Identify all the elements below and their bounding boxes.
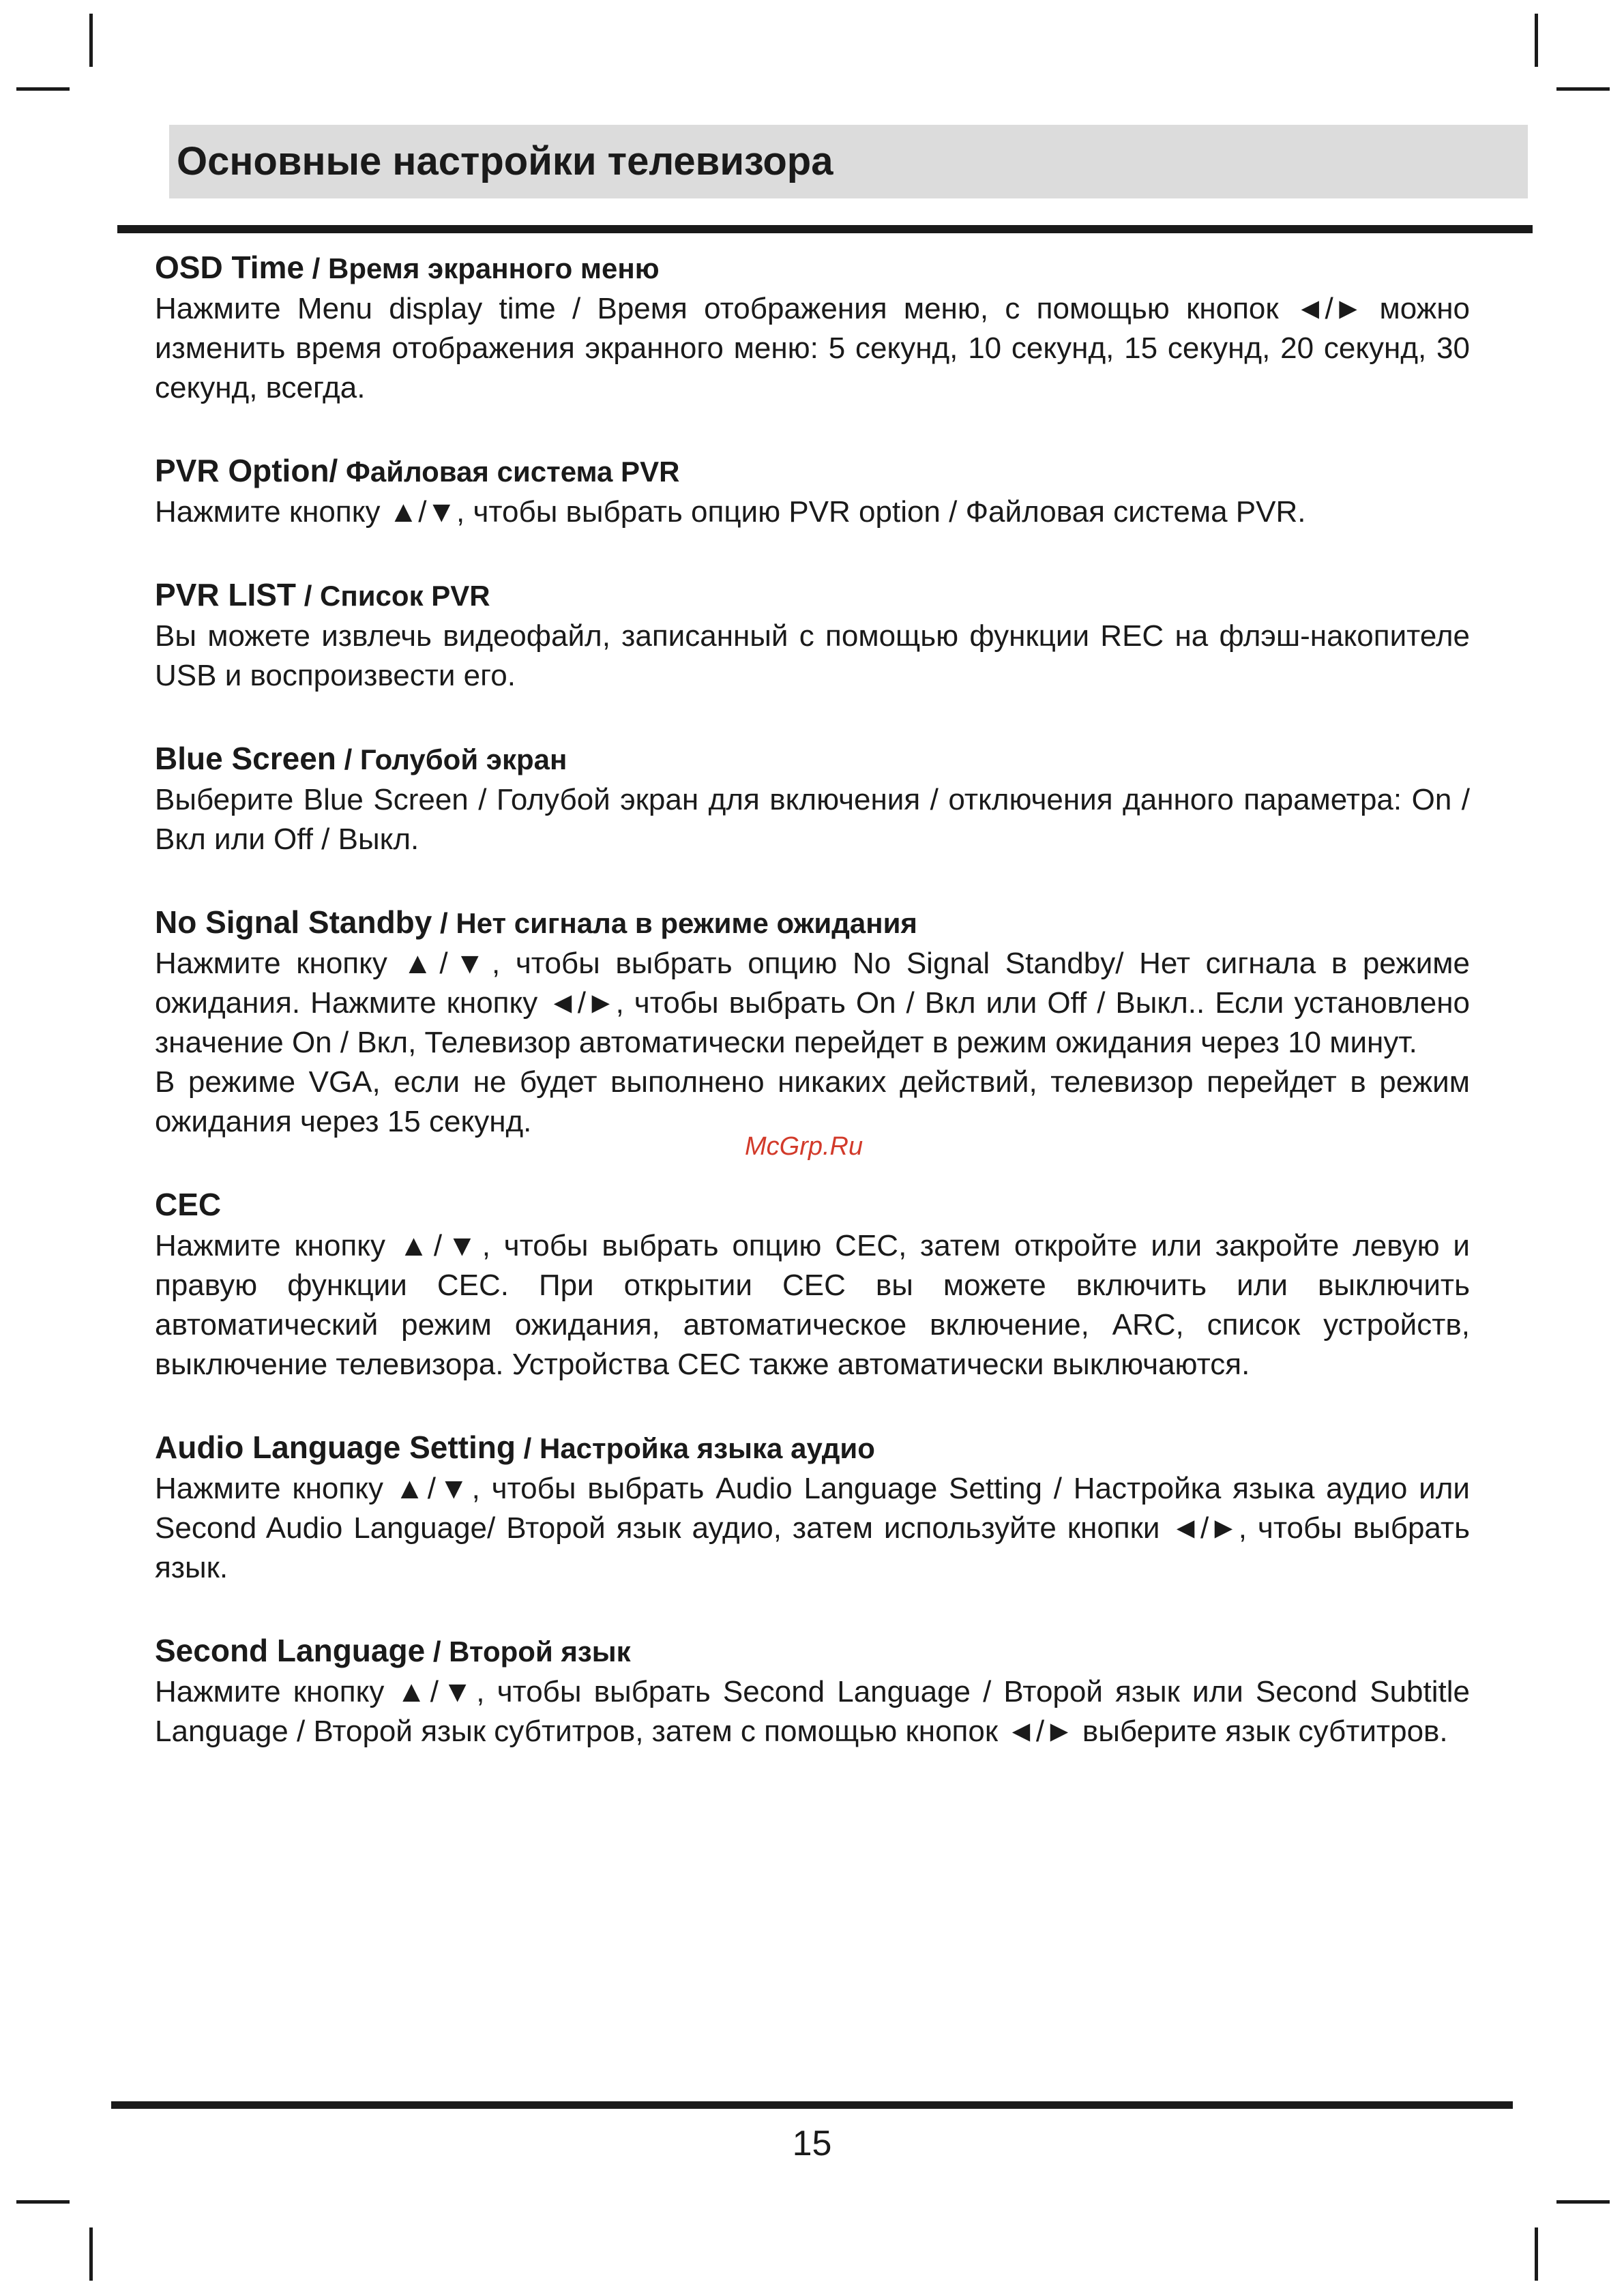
page-title-band [169, 125, 1528, 198]
page-content [155, 247, 1470, 1794]
crop-mark-bottom-right-vertical [1535, 2227, 1538, 2281]
section-heading [155, 1630, 1470, 1672]
section-heading [155, 247, 1470, 289]
section-heading-ru: / Второй язык [425, 1635, 631, 1668]
section-heading-en: CEC [155, 1187, 222, 1222]
header-rule [117, 225, 1533, 233]
section-paragraph: Вы можете извлечь видеофайл, записанный с помощью функции REC на флэш-накопителе USB и воспроизвести его. [155, 619, 1470, 692]
section-paragraph: Нажмите кнопку ▲/▼, чтобы выбрать опцию CEC, затем откройте или закройте левую и правую функции CEC. При открытии CEC вы можете включить или выключить автоматический режим ожидания, автоматическое включение, ARC, список устройств, выключение телевизора. Устройства CEC также автоматически выключаются. [155, 1229, 1470, 1381]
watermark: McGrp.Ru [745, 1132, 863, 1161]
crop-mark-bottom-right-horizontal [1556, 2200, 1610, 2204]
section [155, 450, 1470, 532]
section [155, 738, 1470, 859]
crop-mark-bottom-left-horizontal [16, 2200, 70, 2204]
section-heading-en: Blue Screen [155, 741, 336, 776]
section-heading [155, 902, 1470, 944]
crop-mark-top-left-horizontal [16, 87, 70, 91]
section [155, 1184, 1470, 1385]
section-heading [155, 450, 1470, 492]
crop-mark-bottom-left-vertical [89, 2227, 93, 2281]
section-paragraph: Нажмите кнопку ▲/▼, чтобы выбрать опцию PVR option / Файловая система PVR. [155, 495, 1306, 529]
section [155, 1630, 1470, 1751]
page-number: 15 [792, 2124, 832, 2163]
section [155, 902, 1470, 1142]
section-heading-en: PVR Option/ [155, 453, 338, 488]
section-paragraph: Нажмите кнопку ▲/▼, чтобы выбрать Audio Language Setting / Настройка языка аудио или Second Audio Language/ Второй язык аудио, затем используйте кнопки ◄/►, чтобы выбрать язык. [155, 1472, 1470, 1584]
section [155, 574, 1470, 696]
section-heading-en: Second Language [155, 1633, 426, 1668]
page-title: Основные настройки телевизора [177, 139, 833, 183]
footer-rule [111, 2101, 1513, 2109]
section-heading-ru: / Нет сигнала в режиме ожидания [432, 907, 917, 939]
section-heading-en: Audio Language Setting [155, 1430, 516, 1465]
section-heading [155, 574, 1470, 617]
section-heading-ru: / Настройка языка аудио [515, 1432, 875, 1464]
section-paragraph: Нажмите Menu display time / Время отображения меню, с помощью кнопок ◄/► можно изменить время отображения экранного меню: 5 секунд, 10 секунд, 15 секунд, 20 секунд, 30 секунд, всегда. [155, 292, 1470, 404]
section-paragraph: Выберите Blue Screen / Голубой экран для включения / отключения данного параметра: On / Вкл или Off / Выкл. [155, 783, 1470, 856]
section-heading-ru: / Список PVR [296, 580, 490, 612]
crop-mark-top-right-horizontal [1556, 87, 1610, 91]
section-heading-ru: / Время экранного меню [304, 252, 660, 284]
section-paragraph: В режиме VGA, если не будет выполнено никаких действий, телевизор перейдет в режим ожидания через 15 секунд. [155, 1065, 1470, 1138]
section-heading-en: OSD Time [155, 250, 304, 285]
section-heading-en: PVR LIST [155, 577, 297, 612]
section-heading-en: No Signal Standby [155, 904, 432, 940]
section [155, 247, 1470, 408]
section-paragraph: Нажмите кнопку ▲/▼, чтобы выбрать Second Language / Второй язык или Second Subtitle Language / Второй язык субтитров, затем с помощью кнопок ◄/► выберите язык субтитров. [155, 1675, 1470, 1748]
section-heading [155, 1184, 1470, 1226]
crop-mark-top-right-vertical [1535, 14, 1538, 67]
crop-mark-top-left-vertical [89, 14, 93, 67]
section [155, 1427, 1470, 1588]
section-heading-ru: Файловая система PVR [338, 456, 680, 488]
section-heading-ru: / Голубой экран [336, 743, 567, 775]
section-paragraph: Нажмите кнопку ▲/▼, чтобы выбрать опцию No Signal Standby/ Нет сигнала в режиме ожидания. Нажмите кнопку ◄/►, чтобы выбрать On / Вкл или Off / Выкл.. Если установлено значение On / Вкл, Телевизор автоматически перейдет в режим ожидания через 10 минут. [155, 947, 1470, 1059]
section-heading [155, 738, 1470, 780]
section-heading [155, 1427, 1470, 1469]
